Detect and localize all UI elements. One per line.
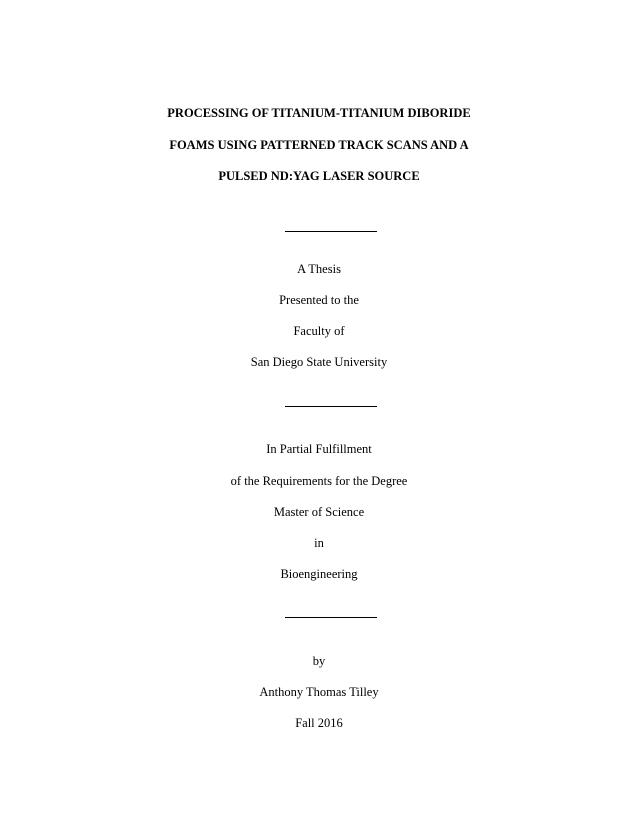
degree-name: Master of Science bbox=[273, 505, 365, 519]
separator-rule-2 bbox=[285, 406, 377, 407]
separator-rule-3 bbox=[285, 617, 377, 618]
term-label: Fall 2016 bbox=[295, 716, 343, 730]
university-name: San Diego State University bbox=[250, 355, 388, 369]
separator-rule-1 bbox=[285, 231, 377, 232]
presented-to-label: Presented to the bbox=[279, 293, 359, 307]
title-line-3: PULSED ND:YAG LASER SOURCE bbox=[218, 169, 420, 183]
in-label: in bbox=[314, 536, 324, 550]
field-name: Bioengineering bbox=[280, 567, 358, 581]
title-line-2: FOAMS USING PATTERNED TRACK SCANS AND A bbox=[169, 138, 469, 152]
requirements-label: of the Requirements for the Degree bbox=[230, 474, 408, 488]
thesis-label: A Thesis bbox=[297, 262, 341, 276]
author-name: Anthony Thomas Tilley bbox=[259, 685, 379, 699]
by-label: by bbox=[312, 654, 326, 668]
partial-fulfillment-label: In Partial Fulfillment bbox=[266, 442, 372, 456]
title-line-1: PROCESSING OF TITANIUM-TITANIUM DIBORIDE bbox=[167, 106, 471, 120]
faculty-of-label: Faculty of bbox=[293, 324, 345, 338]
